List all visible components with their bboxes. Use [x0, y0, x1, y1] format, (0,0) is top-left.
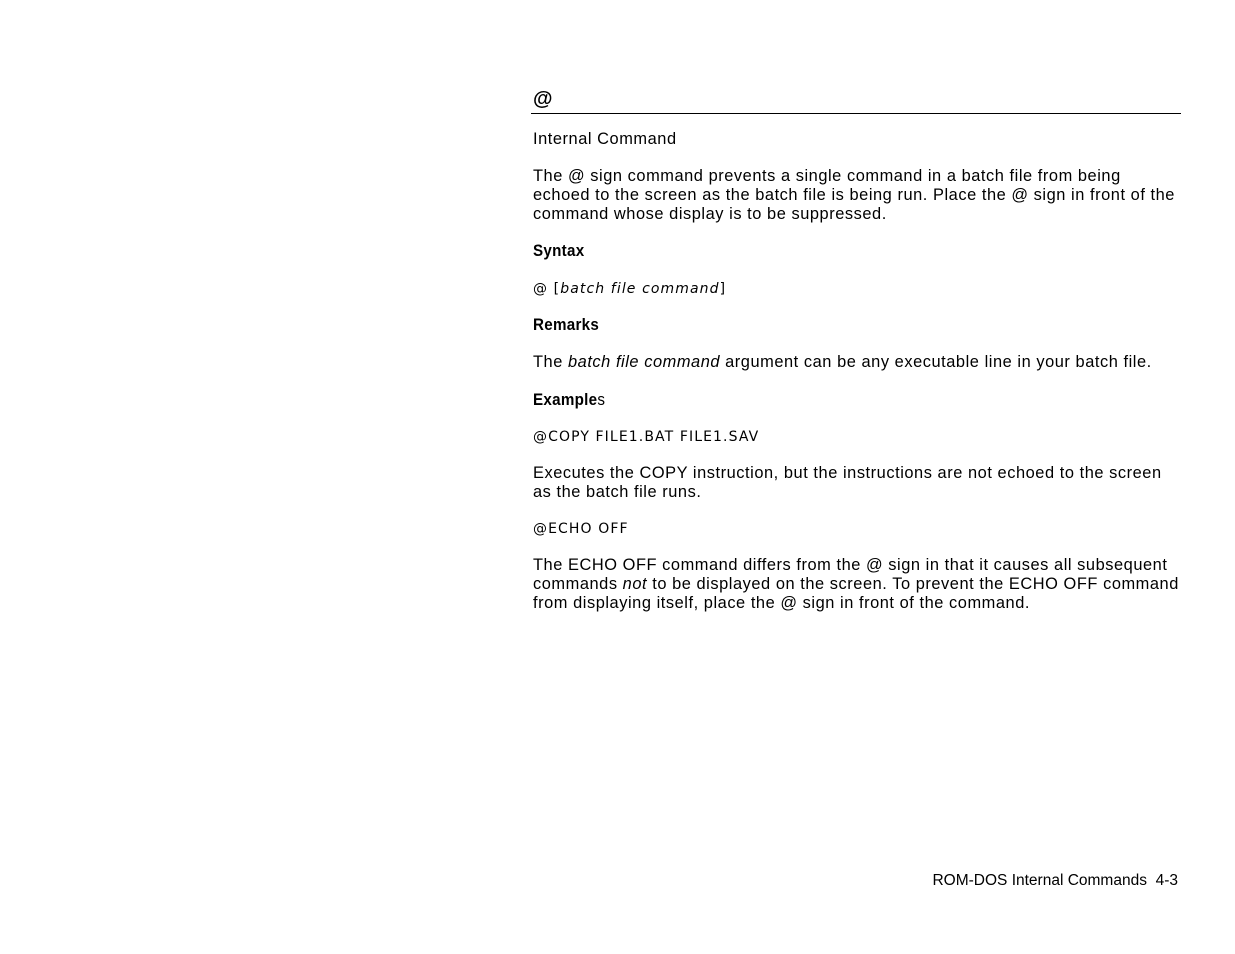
- syntax-line: [533, 280, 1181, 298]
- command-type: Internal Command: [533, 130, 677, 148]
- syntax-suffix: ]: [719, 281, 727, 297]
- remarks-heading: Remarks: [533, 316, 600, 334]
- example1-text: Executes the COPY instruction, but the instructions are not echoed to the screen as the batch file runs.: [533, 464, 1162, 501]
- example2-emphasis: not: [622, 575, 648, 593]
- example2-text: [533, 556, 1181, 613]
- example2-text-before: The ECHO OFF command differs from the @ sign in that it causes all subsequent commands: [533, 556, 1168, 593]
- remarks-argument: batch file command: [568, 353, 721, 371]
- syntax-prefix: @ [: [533, 281, 561, 297]
- syntax-heading: Syntax: [533, 242, 585, 260]
- footer-section: ROM-DOS Internal Commands: [932, 872, 1147, 889]
- examples-heading-main: Example: [533, 391, 598, 409]
- command-description: The @ sign command prevents a single command in a batch file from being echoed to the screen as the batch file is being run. Place the @ sign in front of the command whose display is to be suppressed.: [533, 167, 1175, 223]
- syntax-argument: batch file command: [560, 281, 720, 297]
- page-footer: [932, 872, 1178, 890]
- remarks-text-after: argument can be any executable line in your batch file.: [720, 353, 1152, 371]
- examples-heading-tail: s: [597, 391, 606, 409]
- example1-code: @COPY FILE1.BAT FILE1.SAV: [533, 429, 760, 445]
- command-heading: @: [533, 88, 553, 110]
- examples-heading: [533, 390, 1129, 410]
- example2-code: @ECHO OFF: [533, 521, 629, 537]
- page-content: [533, 86, 1181, 613]
- footer-page-number: 4-3: [1155, 872, 1178, 889]
- remarks-text: [533, 353, 1181, 372]
- example2-text-after: to be displayed on the screen. To prevent the ECHO OFF command from displaying itself, place the @ sign in front of the command.: [533, 575, 1179, 612]
- remarks-text-before: The: [533, 353, 568, 371]
